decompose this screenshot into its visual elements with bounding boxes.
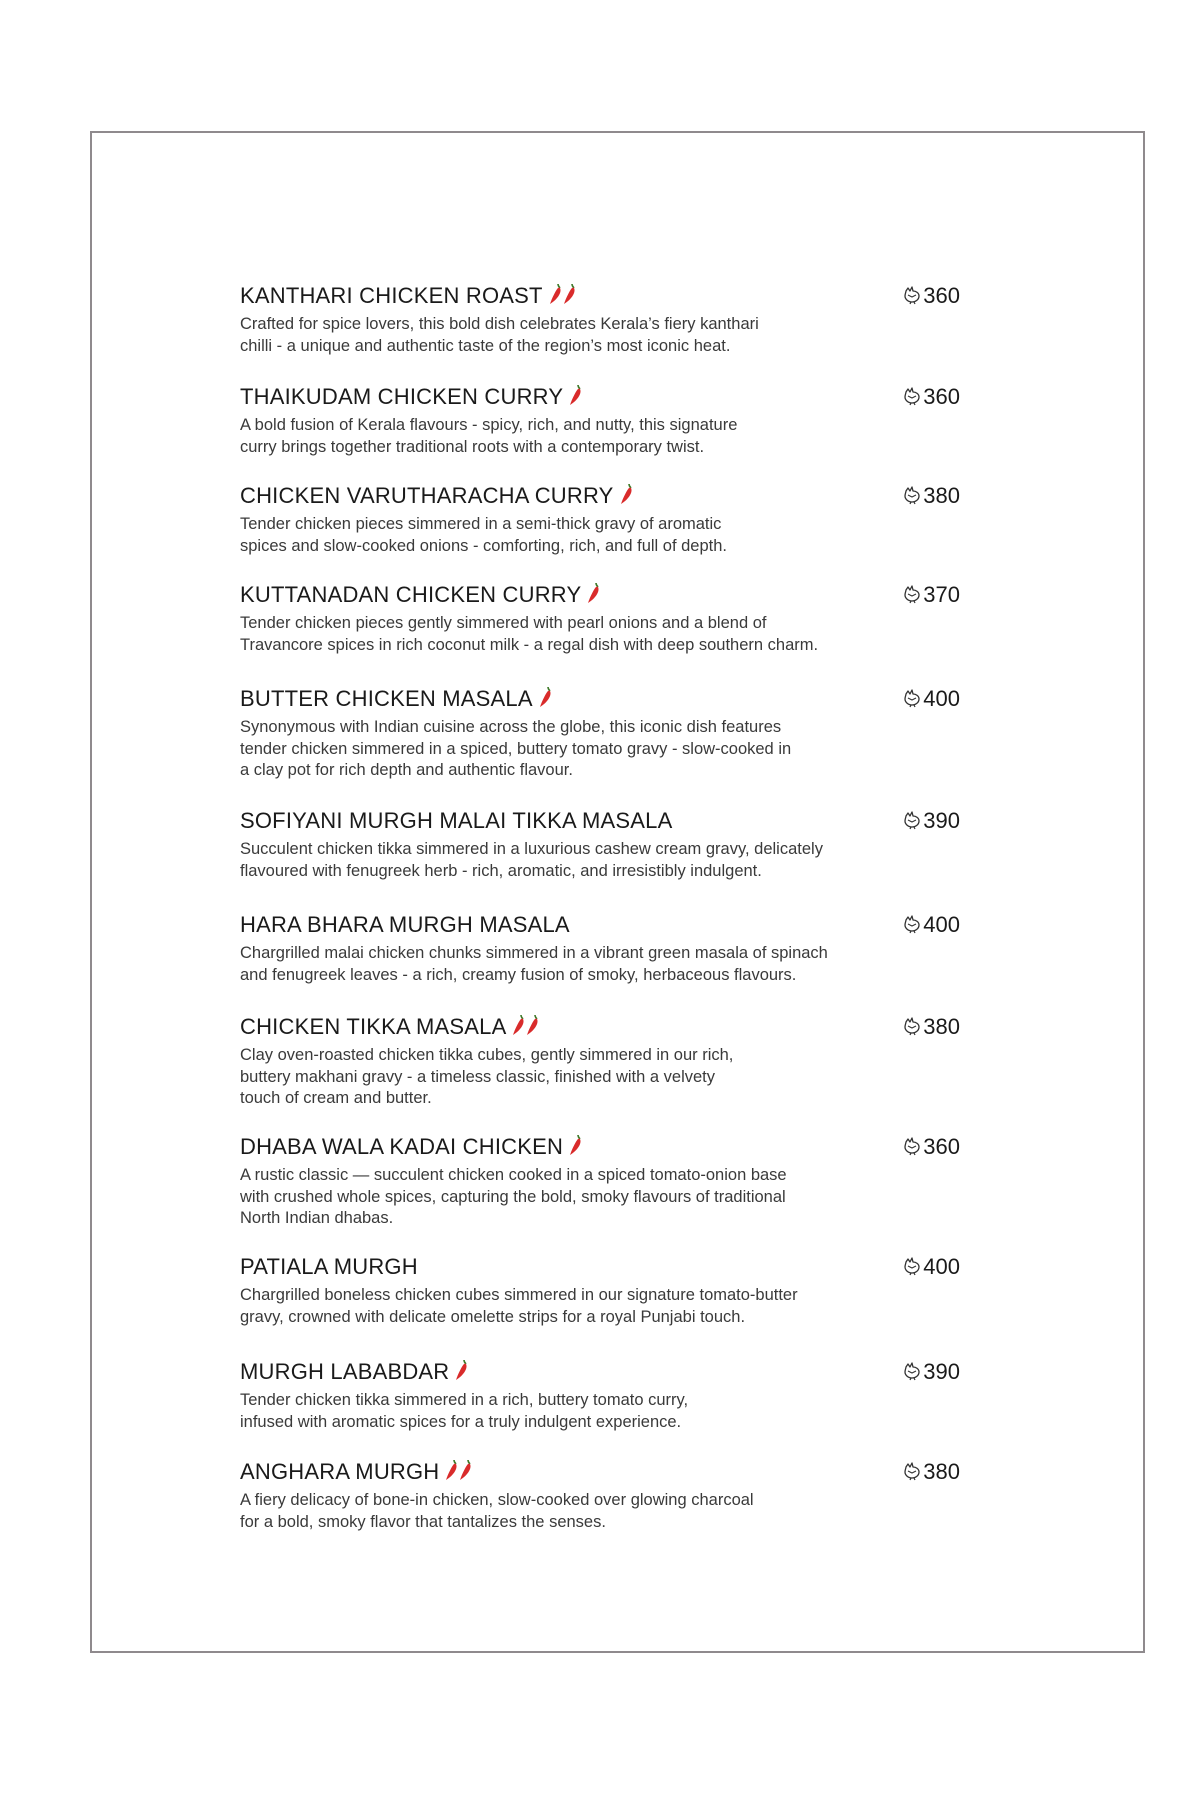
menu-item <box>240 1011 960 1110</box>
dish-name-text: BUTTER CHICKEN MASALA <box>240 686 533 711</box>
menu-item-header <box>240 480 960 512</box>
dish-price-value: 390 <box>923 1359 960 1384</box>
chili-icon <box>563 283 576 305</box>
dish-price-value: 400 <box>923 1254 960 1279</box>
dish-name-text: SOFIYANI MURGH MALAI TIKKA MASALA <box>240 808 673 833</box>
menu-item-header <box>240 1356 960 1388</box>
hen-icon <box>903 1361 921 1381</box>
chili-icon <box>459 1459 472 1481</box>
dish-price <box>903 579 960 611</box>
dish-price-value: 380 <box>923 483 960 508</box>
dish-description: A fiery delicacy of bone-in chicken, slow-cooked over glowing charcoal for a bold, smoky flavor that tantalizes the senses. <box>240 1491 754 1531</box>
dish-price <box>903 381 960 413</box>
chili-icon <box>445 1459 458 1481</box>
dish-name-text: MURGH LABABDAR <box>240 1359 450 1384</box>
hen-icon <box>903 1016 921 1036</box>
chili-icon <box>620 483 633 505</box>
dish-price <box>903 683 960 715</box>
dish-name-text: CHICKEN VARUTHARACHA CURRY <box>240 483 614 508</box>
menu-item-header <box>240 1251 960 1283</box>
dish-price <box>903 1011 960 1043</box>
spice-level <box>569 383 583 415</box>
dish-name-text: KUTTANADAN CHICKEN CURRY <box>240 582 582 607</box>
dish-name <box>240 280 577 314</box>
dish-description: Tender chicken pieces simmered in a semi-thick gravy of aromatic spices and slow-cooked onions - comforting, rich, and full of depth. <box>240 515 728 555</box>
hen-icon <box>903 1136 921 1156</box>
dish-name <box>240 381 583 415</box>
dish-name-text: KANTHARI CHICKEN ROAST <box>240 283 543 308</box>
dish-name <box>240 909 570 941</box>
dish-description: Synonymous with Indian cuisine across the globe, this iconic dish features tender chicken simmered in a spiced, buttery tomato gravy - slow-cooked in a clay pot for rich depth and authentic flavour. <box>240 718 792 779</box>
dish-price <box>903 480 960 512</box>
dish-price-value: 380 <box>923 1459 960 1484</box>
menu-item <box>240 579 960 656</box>
menu-item-header <box>240 909 960 941</box>
dish-description: Chargrilled malai chicken chunks simmered in a vibrant green masala of spinach and fenugreek leaves - a rich, creamy fusion of smoky, herbaceous flavours. <box>240 944 828 984</box>
dish-name-text: THAIKUDAM CHICKEN CURRY <box>240 384 564 409</box>
dish-name <box>240 1251 418 1283</box>
hen-icon <box>903 688 921 708</box>
menu-item-header <box>240 805 960 837</box>
dish-price <box>903 1356 960 1388</box>
dish-name <box>240 1011 540 1045</box>
hen-icon <box>903 485 921 505</box>
dish-description: Clay oven-roasted chicken tikka cubes, gently simmered in our rich, buttery makhani gravy - a timeless classic, finished with a velvety touch of cream and butter. <box>240 1046 734 1107</box>
dish-description: Tender chicken tikka simmered in a rich, buttery tomato curry, infused with aromatic spices for a truly indulgent experience. <box>240 1391 689 1431</box>
hen-icon <box>903 584 921 604</box>
hen-icon <box>903 810 921 830</box>
dish-name <box>240 1456 473 1490</box>
menu-item <box>240 1131 960 1230</box>
menu-item-header <box>240 280 960 312</box>
spice-level <box>620 482 634 514</box>
menu-item-header <box>240 683 960 715</box>
dish-price <box>903 1131 960 1163</box>
menu-item-header <box>240 1456 960 1488</box>
hen-icon <box>903 1256 921 1276</box>
menu-item <box>240 1356 960 1433</box>
chili-icon <box>539 686 552 708</box>
hen-icon <box>903 1461 921 1481</box>
dish-price-value: 360 <box>923 283 960 308</box>
hen-icon <box>903 386 921 406</box>
hen-icon <box>903 285 921 305</box>
dish-price <box>903 805 960 837</box>
dish-price-value: 390 <box>923 808 960 833</box>
menu-item <box>240 381 960 458</box>
chili-icon <box>569 384 582 406</box>
spice-level <box>512 1013 540 1045</box>
dish-price-value: 380 <box>923 1014 960 1039</box>
chili-icon <box>512 1014 525 1036</box>
chili-icon <box>526 1014 539 1036</box>
chili-icon <box>455 1359 468 1381</box>
menu-item-header <box>240 579 960 611</box>
hen-icon <box>903 914 921 934</box>
dish-name <box>240 1356 469 1390</box>
dish-name <box>240 683 553 717</box>
menu-item <box>240 1456 960 1533</box>
dish-name <box>240 805 672 837</box>
menu-item <box>240 805 960 882</box>
spice-level <box>549 282 577 314</box>
menu-item <box>240 683 960 782</box>
dish-description: A rustic classic — succulent chicken cooked in a spiced tomato-onion base with crushed whole spices, capturing the bold, smoky flavours of traditional North Indian dhabas. <box>240 1166 787 1227</box>
dish-price <box>903 1456 960 1488</box>
dish-price <box>903 280 960 312</box>
dish-description: Succulent chicken tikka simmered in a luxurious cashew cream gravy, delicately flavoured with fenugreek herb - rich, aromatic, and irresistibly indulgent. <box>240 840 823 880</box>
menu-item <box>240 1251 960 1328</box>
chili-icon <box>569 1134 582 1156</box>
dish-name <box>240 480 634 514</box>
dish-price-value: 400 <box>923 686 960 711</box>
dish-price-value: 360 <box>923 1134 960 1159</box>
dish-price <box>903 1251 960 1283</box>
dish-price <box>903 909 960 941</box>
spice-level <box>539 685 553 717</box>
menu-item-header <box>240 1131 960 1163</box>
spice-level <box>455 1358 469 1390</box>
dish-price-value: 360 <box>923 384 960 409</box>
dish-name <box>240 579 601 613</box>
dish-name-text: PATIALA MURGH <box>240 1254 418 1279</box>
spice-level <box>587 581 601 613</box>
spice-level <box>445 1458 473 1490</box>
dish-description: Tender chicken pieces gently simmered with pearl onions and a blend of Travancore spices in rich coconut milk - a regal dish with deep southern charm. <box>240 614 819 654</box>
dish-name-text: CHICKEN TIKKA MASALA <box>240 1014 507 1039</box>
dish-price-value: 370 <box>923 582 960 607</box>
menu-item-header <box>240 381 960 413</box>
menu-item <box>240 909 960 986</box>
dish-name-text: DHABA WALA KADAI CHICKEN <box>240 1134 564 1159</box>
dish-description: Crafted for spice lovers, this bold dish celebrates Kerala’s fiery kanthari chilli - a unique and authentic taste of the region’s most iconic heat. <box>240 315 759 355</box>
dish-name-text: HARA BHARA MURGH MASALA <box>240 912 570 937</box>
spice-level <box>569 1133 583 1165</box>
menu-item <box>240 280 960 357</box>
chili-icon <box>549 283 562 305</box>
dish-description: A bold fusion of Kerala flavours - spicy, rich, and nutty, this signature curry brings together traditional roots with a contemporary twist. <box>240 416 738 456</box>
dish-description: Chargrilled boneless chicken cubes simmered in our signature tomato-butter gravy, crowned with delicate omelette strips for a royal Punjabi touch. <box>240 1286 798 1326</box>
dish-name-text: ANGHARA MURGH <box>240 1459 440 1484</box>
chili-icon <box>587 582 600 604</box>
dish-price-value: 400 <box>923 912 960 937</box>
dish-name <box>240 1131 583 1165</box>
menu-item <box>240 480 960 557</box>
menu-item-header <box>240 1011 960 1043</box>
